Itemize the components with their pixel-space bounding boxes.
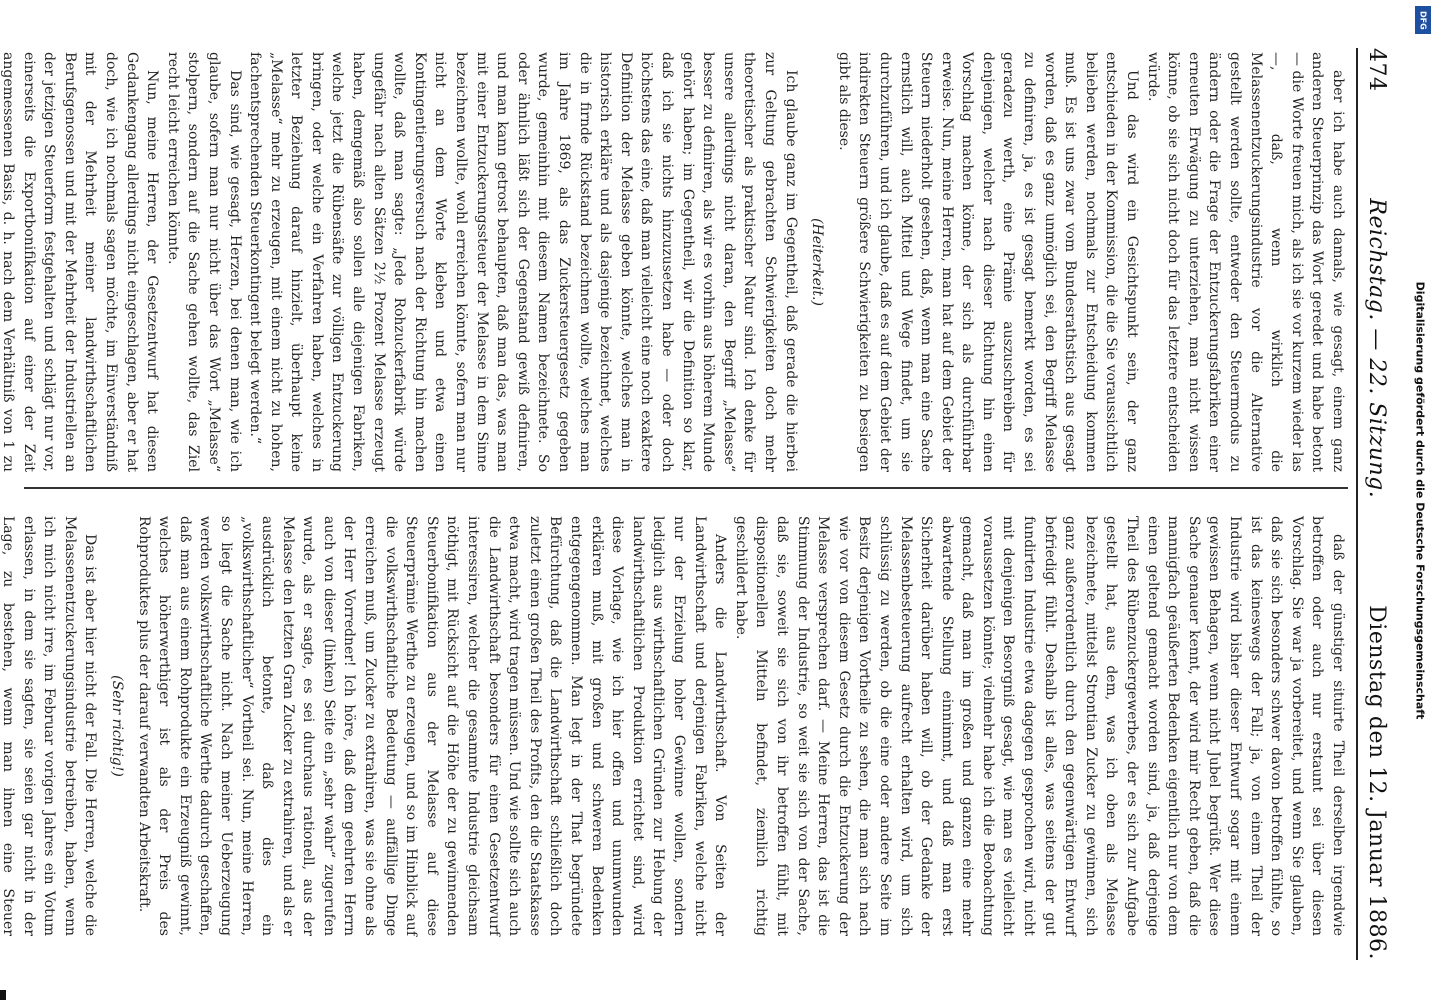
column-divider	[24, 487, 1348, 489]
paragraph: Das sind, wie gesagt, Herzen, bei denen man, wie ich glaube, sofern man nur nicht über das Wort „Melasse“ stolpern, sondern auf die Sache gehen wollte, das Ziel recht leicht erreichen könnte.	[164, 52, 243, 472]
funding-note: Digitalisierung gefördert durch die Deutsche Forschungsgemeinschaft	[1413, 281, 1427, 719]
left-text-column	[0, 52, 1348, 472]
paragraph: Ich glaube ganz im Gegentheil, daß gerade die hierbei zur Geltung gebrachten Schwierigkeiten doch mehr theoretischer als praktischer Natur sind. Ich denke für unsere allerdings nicht daran, den Begriff „Melasse“ besser zu definiren, als wir es vorhin aus höherem Munde gehört haben; im Gegentheil, wir die Definition so klar, daß ich sie nichts hinzuzusetzen habe — oder doch höchstens das eine, daß man vielleicht eine noch exaktere Definition der Melasse geben könnte, welches man in historisch erkläre und als dasjenige bezeichnet, welches die in firnde Rückstand bezeichnen wollte, welches man im Jahre 1869, als das Zuckersteuergesetz gegeben wurde, gemeinhin mit diesem Namen bezeichnete. So oder ähnlich läßt sich der Gegenstand gewiß definiren, und man kann getrost behaupten, daß man das, was man mit einer Entzuckerungssteuer der Melasse in dem Sinne bezeichnen wollte, wohl erreichen könnte, sofern man nur nicht an dem Worte kleben und etwa einen Kontingentierungsversuch nach der Richtung hin machen wollte, daß man sagte: „Jede Rohzuckerfabrik würde ungefähr nach alten Sätzen 2½ Prozent Melasse erzeugt haben, demgemäß also sollen alle diejenigen Fabriken, welche jetzt die Rübensäfte zur völligen Entzuckerung bringen, oder welche ein Verfahren haben, welches in letzter Beziehung darauf hinzielt, überhaupt keine „Melasse“ mehr zu erzeugen, mit einem nicht zu hohen, fachentsprechenden Steuerkontingent belegt werden.“	[247, 52, 799, 472]
funding-sidebar	[1408, 0, 1432, 1000]
stage-direction: (Sehr richtig!)	[108, 675, 125, 777]
paragraph: Anders die Landwirthschaft. Von Seiten der Landwirthschaft und derjenigen Fabriken, welche nicht nur der Erzielung hoher Gewinne wollen, sondern lediglich aus wirthschaftlichen Gründen zur Hebung der landwirthschaftlichen Produktion errichtet sind, wird diese Vorlage, wie ich hier offen und unumwunden erklären muß, mit großen und schweren Bedenken entgegengenommen. Man legt in der That begründete Befürchtung, daß die Landwirthschaft schließlich doch zuletzt einen großen Theil des Profits, den die Staatskasse etwa macht, wird tragen müssen. Und wie sollte sich auch die Landwirthschaft besonders für einen Gesetzentwurf interessiren, welcher die gesammte Industrie gleichsam nöthigt, mit Rücksicht auf die Höhe der zu gewinnenden Steuerbonifikation aus der Melasse auf diese Steuerprämie Werthe zu erzeugen, und so im Hinblick auf die volkswirthschaftliche Bedeutung — auffällige Dinge erreichen muß, um Zucker zu extrahiren, was sie ohne als der Herr Vorredner! Ich höre, daß dem geehrten Herrn auch von dieser (linken) Seite ein „sehr wahr“ zugerufen wurde, als er sagte, es sei durchaus rationell, aus der Melasse den letzten Gran Zucker zu extrahiren, und als er ausdrücklich betonte, daß dies ein „volkswirthschaftlicher“ Vortheil sei. Nun, meine Herren, so liegt die Sache nicht. Nach meiner Ueberzeugung werden volkswirthschaftliche Werthe dadurch geschaffen, daß man aus einem Rohprodukte ein Erzeugniß gewinnt, welches höherwerthiger ist als der Preis des Rohproduktes plus der darauf verwandten Arbeitskraft.	[135, 516, 729, 936]
running-head	[1362, 48, 1392, 960]
paragraph: daß der günstiger situirte Theil derselben irgendwie betroffen oder auch nur erstaunt sei über diesen Vorschlag. Sie war ja vorbereitet, und wenn Sie glauben, daß sie sich besonders schwer davon betroffen fühlte, so ist das keineswegs der Fall; ja, von einem Theil der Industrie wird bisher dieser Entwurf sogar mit einem gewissen Behagen, wenn nicht Jubel begrüßt. Wer diese Sache genauer kennt, der wird mir Recht geben, daß die mannigfach geäußerten Bedenken eigentlich nur von dem einen geltend gemacht worden sind, ja, daß derjenige Theil des Rübenzuckergewerbes, der es sich zur Aufgabe gestellt hat, aus dem, was ich oben als Melasse bezeichnete, mittelst Strontian Zucker zu gewinnen, sich ganz außerordentlich durch den gegenwärtigen Entwurf befriedigt fühlt. Deshalb ist alles, was seitens der gut fundirten Industrie etwa dagegen gesprochen wird, nicht mit denjenigen Besorgniß gesagt, wie man es vielleicht voraussetzen könnte; vielmehr habe ich die Beobachtung gemacht, daß man im großen und ganzen eine mehr abwartende Stellung einnimmt, und daß man erst Sicherheit darüber haben will, ob der Gedanke der Melassenbesteuerung aufrecht erhalten wird, um sich schlüssig zu werden, ob die eine oder andere Seite im Besitz derjenigen Vortheile zu sehen, die man sich nach wie vor von diesem Gesetz durch die Entzuckerung der Melasse versprechen darf. — Meine Herren, das ist die Stimmung der Industrie, so weit sie sich von der Sache, daß sie, soweit sie sich von ihr betroffen fühlt, mit dispositionellen Mitteln befindet, ziemlich richtig geschildert habe.	[732, 516, 1346, 936]
paragraph: Nun, meine Herren, der Gesetzentwurf hat diesen Gedankengang allerdings nicht eingeschlagen, aber er hat doch, wie ich nochmals sagen möchte, im Einverständniß mit der Mehrheit meiner landwirthschaftlichen Berufsgenossen und mit der Mehrheit der Industriellen an der jetzigen Steuerform festgehalten und schlägt nur vor, einerseits die Exportbonifikation auf einer der Zeit angemessenen Basis, d. h. nach dem Verhältniß von 1 zu	[0, 52, 161, 472]
page-number: 474	[1364, 48, 1390, 92]
paragraph: aber ich habe auch damals, wie gesagt, einem ganz anderen Steuerprinzip das Wort geredet und habe betont — die Worte freuen mich, als ich sie vor kurzem wieder las —, daß, wenn wirklich die Melassenentzuckerungsindustrie vor die Alternative gestellt werden sollte, entweder den Steuermodus zu ändern oder die Frage der Entzuckerungsfabriken einer erneuten Erwägung zu unterziehen, man nicht wissen könne, ob sie sich nicht doch für das letztere entscheiden würde.	[1144, 52, 1346, 472]
header-rule	[1356, 48, 1358, 960]
stage-direction: (Heiterkeit.)	[809, 218, 826, 306]
dfg-logo: DFG	[1415, 6, 1431, 34]
paragraph: Und das wird ein Gesichtspunkt sein, der ganz entschieden in der Kommission, die die Sie voraussichtlich belieben werden, nochmals zur Entscheidung kommen muß. Es ist uns zwar vom Bundesrathstisch aus gesagt worden, daß es ganz unmöglich sei, den Begriff Melasse zu definiren, ja, es ist gesagt bemerkt worden, es sei geradezu werth, eine Prämie auszuschreiben für denjenigen, welcher nach dieser Richtung hin einen Vorschlag machen könne, der sich als durchführbar erweise. Nun, meine Herren, man hat auf dem Gebiet der Steuern niederholt gesehen, daß, wenn man eine Sache ernstlich will, auch Mittel und Wege findet, um sie durchzuführen, und ich glaube, daß es auf dem Gebiet der indirekten Steuern größere Schwierigkeiten zu besiegen gibt als diese.	[835, 52, 1141, 472]
scan-edge-mark	[0, 990, 6, 1000]
paragraph: Das ist aber hier nicht der Fall. Die Herren, welche die Melassenentzuckerungsindustrie betreiben, haben, wenn ich mich nicht irre, im Februar vorigen Jahres ein Votum erlassen, in dem sie sagten, sie seien gar nicht in der Lage, zu bestehen, wenn man ihnen eine Steuer	[0, 516, 99, 936]
session-title: Reichstag. — 22. Sitzung.	[1364, 198, 1390, 499]
session-date: Dienstag den 12. Januar 1886.	[1364, 605, 1390, 960]
right-text-column	[0, 516, 1348, 936]
